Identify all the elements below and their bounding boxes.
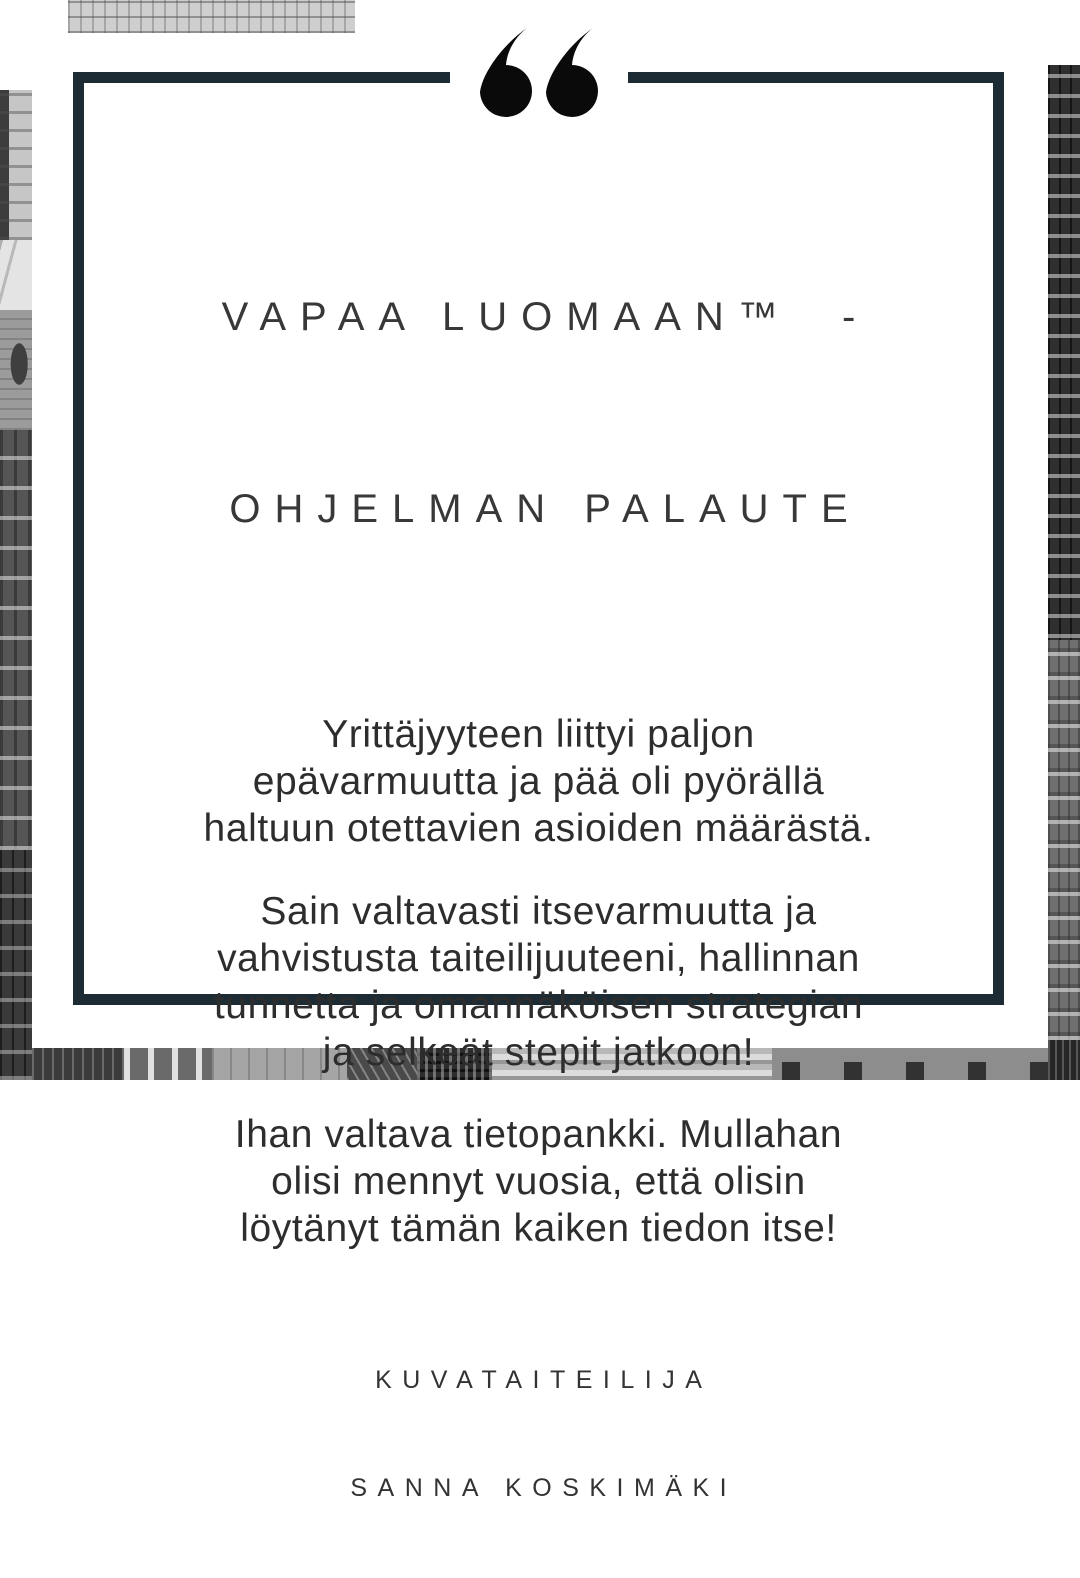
- quote-line: vahvistusta taiteilijuuteeni, hallinnan: [217, 937, 860, 980]
- quote-line: epävarmuutta ja pää oli pyörällä: [252, 760, 825, 803]
- quote-line: löytänyt tämän kaiken tiedon itse!: [240, 1207, 837, 1250]
- city-photo-top: [68, 0, 355, 33]
- city-photo-right-brick-tower: [1048, 640, 1080, 1040]
- title-line-2: OHJELMAN PALAUTE: [229, 487, 862, 531]
- city-photo-right: [1048, 65, 1080, 1080]
- page-title: [84, 157, 993, 669]
- quote-paragraph-1: [84, 711, 993, 852]
- city-photo-right-base: [1048, 1040, 1080, 1080]
- city-photo-left-brick-dark: [0, 850, 32, 1080]
- quote-line: Ihan valtava tietopankki. Mullahan: [234, 1113, 843, 1156]
- quote-line: olisi mennyt vuosia, että olisin: [271, 1160, 806, 1203]
- city-photo-left-tower: [0, 90, 32, 240]
- quote-line: tunnetta ja omannäköisen strategian: [213, 984, 864, 1027]
- quote-line: Yrittäjyyteen liittyi paljon: [322, 713, 755, 756]
- quote-line: haltuun otettavien asioiden määrästä.: [203, 807, 874, 850]
- quote-line: Sain valtavasti itsevarmuutta ja: [260, 890, 817, 933]
- city-photo-left-church: [0, 310, 32, 430]
- quote-paragraph-2: [84, 888, 993, 1076]
- city-photo-left: [0, 90, 32, 1080]
- quote-line: ja selkeät stepit jatkoon!: [322, 1031, 755, 1074]
- quote-card: [84, 83, 993, 1502]
- attribution: [84, 1290, 993, 1578]
- attribution-name: SANNA KOSKIMÄKI: [350, 1474, 738, 1502]
- city-photo-left-brick: [0, 430, 32, 850]
- attribution-role: KUVATAITEILIJA: [375, 1366, 713, 1394]
- title-line-1: VAPAA LUOMAAN™ -: [221, 295, 870, 339]
- city-photo-left-roof: [0, 240, 32, 310]
- quote-paragraph-3: [84, 1111, 993, 1252]
- city-photo-right-highrise: [1048, 65, 1080, 640]
